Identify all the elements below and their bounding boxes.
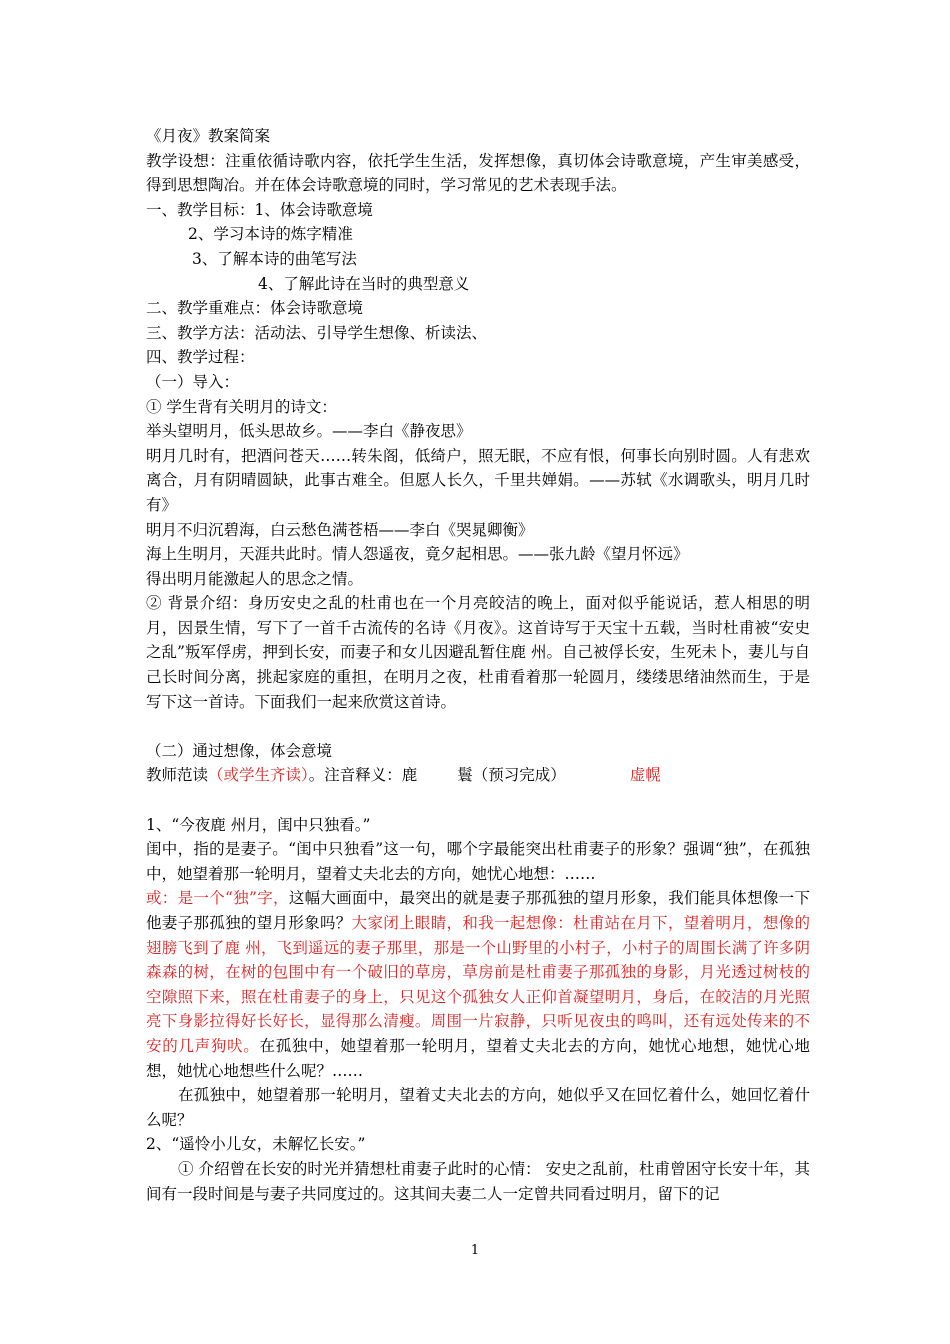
item-1-imagination-paragraph [146,886,810,1083]
goal-4: 4、了解此诗在当时的典型意义 [258,274,470,293]
goal-1: 一、教学目标：1、体会诗歌意境 [146,200,373,219]
design-paragraph: 教学设想：注重依循诗歌内容，依托学生生活，发挥想像，真切体会诗歌意境，产生审美感受，得到思想陶冶。并在体会诗歌意境的同时，学习常见的艺术表现手法。 [146,151,810,195]
item-1-heading: 1、“今夜鹿 州月，闺中只独看。” [146,815,371,834]
item-2-paragraph: ① 介绍曾在长安的时光并猜想杜甫妻子此时的心情： 安史之乱前，杜甫曾困守长安十年，其间有一段时间是与妻子共同度过的。这其间夫妻二人一定曾共同看过明月，留下的记 [146,1159,810,1203]
process-heading: 四、教学过程： [146,348,255,367]
blank-line [146,788,810,813]
annotation-word: 鬟（预习完成） [457,766,566,785]
imagination-red-scene: 大家闭上眼睛，和我一起想像：杜甫站在月下，望着明月，想像的翅膀飞到了鹿 州，飞到遥远的妻子那里，那是一个山野里的小村子，小村子的周围长满了许多阴森森的树，在树的包围中有一个破旧的草房，草房前是杜甫妻子那孤独的身影，月光透过树枝的空隙照下来，照在杜甫妻子的身上，只见这个孤独女人正仰首凝望明月，身后，在皎洁的月光照亮下身影拉得好长好长，显得那么清瘦。周围一片寂静，只听见夜虫的鸣叫，还有远处传来的不安的几声狗吠。 [146,914,810,1055]
section-2-heading: （二）通过想像，体会意境 [146,741,333,760]
reading-label: 教师范读 [146,766,209,785]
reading-line [146,763,810,788]
reading-note-red: （或学生齐读） [208,766,309,785]
poem-quote-4: 海上生明月，天涯共此时。情人怨遥夜，竟夕起相思。——张九龄《望月怀远》 [146,545,689,564]
item-1-recall-paragraph: 在孤独中，她望着那一轮明月，望着丈夫北去的方向，她似乎又在回忆着什么，她回忆着什么呢？ [146,1086,810,1129]
item-1-paragraph: 闺中，指的是妻子。“闺中只独看”这一句，哪个字最能突出杜甫妻子的形象？强调“独”，在孤独中，她望着那一轮明月，望着丈夫北去的方向，她忧心地想：…… [146,840,810,883]
document-title: 《月夜》教案简案 [146,127,271,145]
poem-quote-1: 举头望明月，低头思故乡。——李白《静夜思》 [146,422,472,441]
background-paragraph: ② 背景介绍：身历安史之乱的杜甫也在一个月亮皎洁的晚上，面对似乎能说话，惹人相思的明月，因景生情，写下了一首千古流传的名诗《月夜》。这首诗写于天宝十五载，当时杜甫被“安史之乱”叛军俘虏，押到长安，而妻子和女儿因避乱暂住鹿 州。自己被俘长安，生死未卜，妻儿与自己长时间分离，挑起家庭的重担，在明月之夜，杜甫看着那一轮圆月，缕缕思绪油然而生，于是写下这一首诗。下面我们一起来欣赏这首诗。 [146,594,810,711]
annotation-word-red: 虚幌 [629,766,661,785]
poem-quote-3: 明月不归沉碧海，白云愁色满苍梧——李白《哭晁卿衡》 [146,520,534,539]
goal-2: 2、学习本诗的炼字精准 [188,225,353,244]
difficulty-line: 二、教学重难点：体会诗歌意境 [146,299,364,318]
annotation-label: 。注音释义：鹿 [308,766,418,785]
goal-3: 3、了解本诗的曲笔写法 [192,249,357,268]
document-body [146,124,810,1206]
method-line: 三、教学方法：活动法、引导学生想像、析读法、 [146,323,488,342]
conclusion-line: 得出明月能激起人的思念之情。 [146,569,364,588]
blank-line [146,714,810,739]
imagination-red-intro: 或：是一个“独”字， [146,889,289,908]
poem-quote-2: 明月几时有，把酒问苍天……转朱阁，低绮户，照无眠，不应有恨，何事长向别时圆。人有悲欢离合，月有阴晴圆缺，此事古难全。但愿人长久，千里共婵娟。——苏轼《水调歌头，明月几时有》 [146,446,810,514]
intro-heading: （一）导入： [146,372,240,391]
imagination-question: 这幅大画面中，最突出的就是妻子那孤独的望月形象，我们能具体想像一下他妻子那孤独的望月形象吗？ [146,889,810,932]
imagination-tail: 在孤独中，她望着那一轮明月，望着丈夫北去的方向，她忧心地想，她忧心地想，她忧心地想些什么呢？…… [146,1036,810,1080]
item-2-heading: 2、“遥怜小儿女，未解忆长安。” [146,1135,366,1154]
recite-heading: ① 学生背有关明月的诗文： [146,397,337,416]
page-number: 1 [470,1243,480,1258]
